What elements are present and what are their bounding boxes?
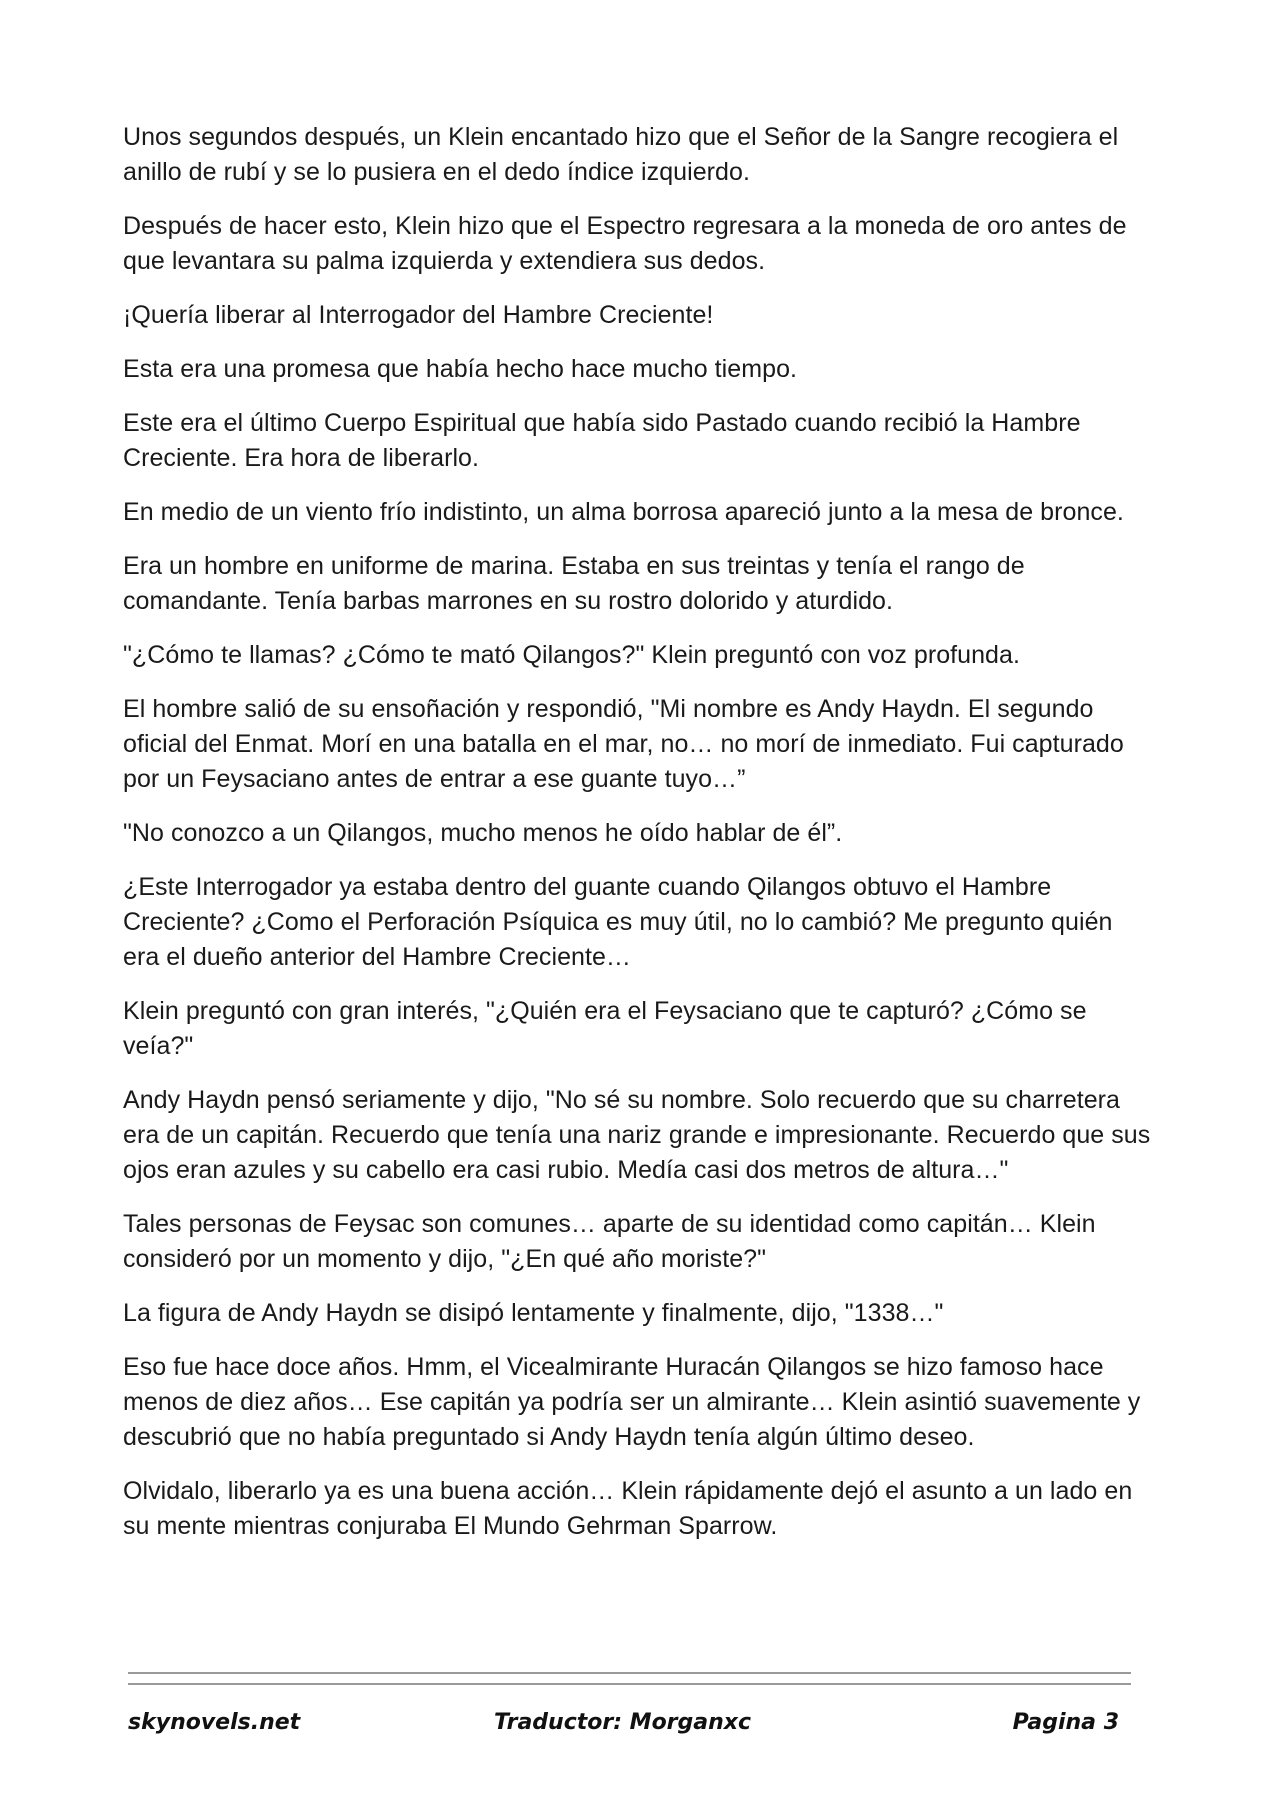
chapter-text — [123, 120, 1153, 1563]
paragraph: Era un hombre en uniforme de marina. Estaba en sus treintas y tenía el rango de comandante. Tenía barbas marrones en su rostro dolorido y aturdido. — [123, 552, 1025, 615]
paragraph: El hombre salió de su ensoñación y respondió, "Mi nombre es Andy Haydn. El segundo oficial del Enmat. Morí en una batalla en el mar, no… no morí de inmediato. Fui capturado por un Feysaciano antes de entrar a ese guante tuyo…” — [123, 695, 1124, 793]
paragraph: Andy Haydn pensó seriamente y dijo, "No sé su nombre. Solo recuerdo que su charretera era de un capitán. Recuerdo que tenía una nariz grande e impresionante. Recuerdo que sus ojos eran azules y su cabello era casi rubio. Medía casi dos metros de altura…" — [123, 1086, 1151, 1184]
paragraph: Después de hacer esto, Klein hizo que el Espectro regresara a la moneda de oro antes de que levantara su palma izquierda y extendiera sus dedos. — [123, 212, 1127, 275]
footer-page-number: Pagina 3 — [1012, 1710, 1119, 1735]
paragraph: "No conozco a un Qilangos, mucho menos he oído hablar de él”. — [123, 819, 843, 847]
paragraph: La figura de Andy Haydn se disipó lentamente y finalmente, dijo, "1338…" — [123, 1299, 944, 1327]
paragraph: Olvidalo, liberarlo ya es una buena acción… Klein rápidamente dejó el asunto a un lado en su mente mientras conjuraba El Mundo Gehrman Sparrow. — [123, 1477, 1133, 1540]
paragraph: Unos segundos después, un Klein encantado hizo que el Señor de la Sangre recogiera el anillo de rubí y se lo pusiera en el dedo índice izquierdo. — [123, 123, 1119, 186]
paragraph: Esta era una promesa que había hecho hace mucho tiempo. — [123, 355, 798, 383]
paragraph: En medio de un viento frío indistinto, un alma borrosa apareció junto a la mesa de bronce. — [123, 498, 1124, 526]
paragraph: ¡Quería liberar al Interrogador del Hambre Creciente! — [123, 301, 714, 329]
paragraph: Eso fue hace doce años. Hmm, el Vicealmirante Huracán Qilangos se hizo famoso hace menos de diez años… Ese capitán ya podría ser un almirante… Klein asintió suavemente y descubrió que no había preguntado si Andy Haydn tenía algún último deseo. — [123, 1353, 1141, 1451]
paragraph: Este era el último Cuerpo Espiritual que había sido Pastado cuando recibió la Hambre Creciente. Era hora de liberarlo. — [123, 409, 1081, 472]
footer-rule-bottom — [128, 1683, 1131, 1685]
paragraph: "¿Cómo te llamas? ¿Cómo te mató Qilangos?" Klein preguntó con voz profunda. — [123, 641, 1020, 669]
footer-translator: Traductor: Morganxc — [494, 1710, 752, 1735]
footer-site: skynovels.net — [128, 1710, 301, 1735]
paragraph: Klein preguntó con gran interés, "¿Quién era el Feysaciano que te capturó? ¿Cómo se veía?" — [123, 997, 1087, 1060]
footer-rule-top — [128, 1672, 1131, 1674]
footer-divider — [128, 1672, 1131, 1686]
page-footer — [128, 1710, 1131, 1750]
paragraph: ¿Este Interrogador ya estaba dentro del guante cuando Qilangos obtuvo el Hambre Creciente? ¿Como el Perforación Psíquica es muy útil, no lo cambió? Me pregunto quién era el dueño anterior del Hambre Creciente… — [123, 873, 1113, 971]
paragraph: Tales personas de Feysac son comunes… aparte de su identidad como capitán… Klein consideró por un momento y dijo, "¿En qué año moriste?" — [123, 1210, 1096, 1273]
